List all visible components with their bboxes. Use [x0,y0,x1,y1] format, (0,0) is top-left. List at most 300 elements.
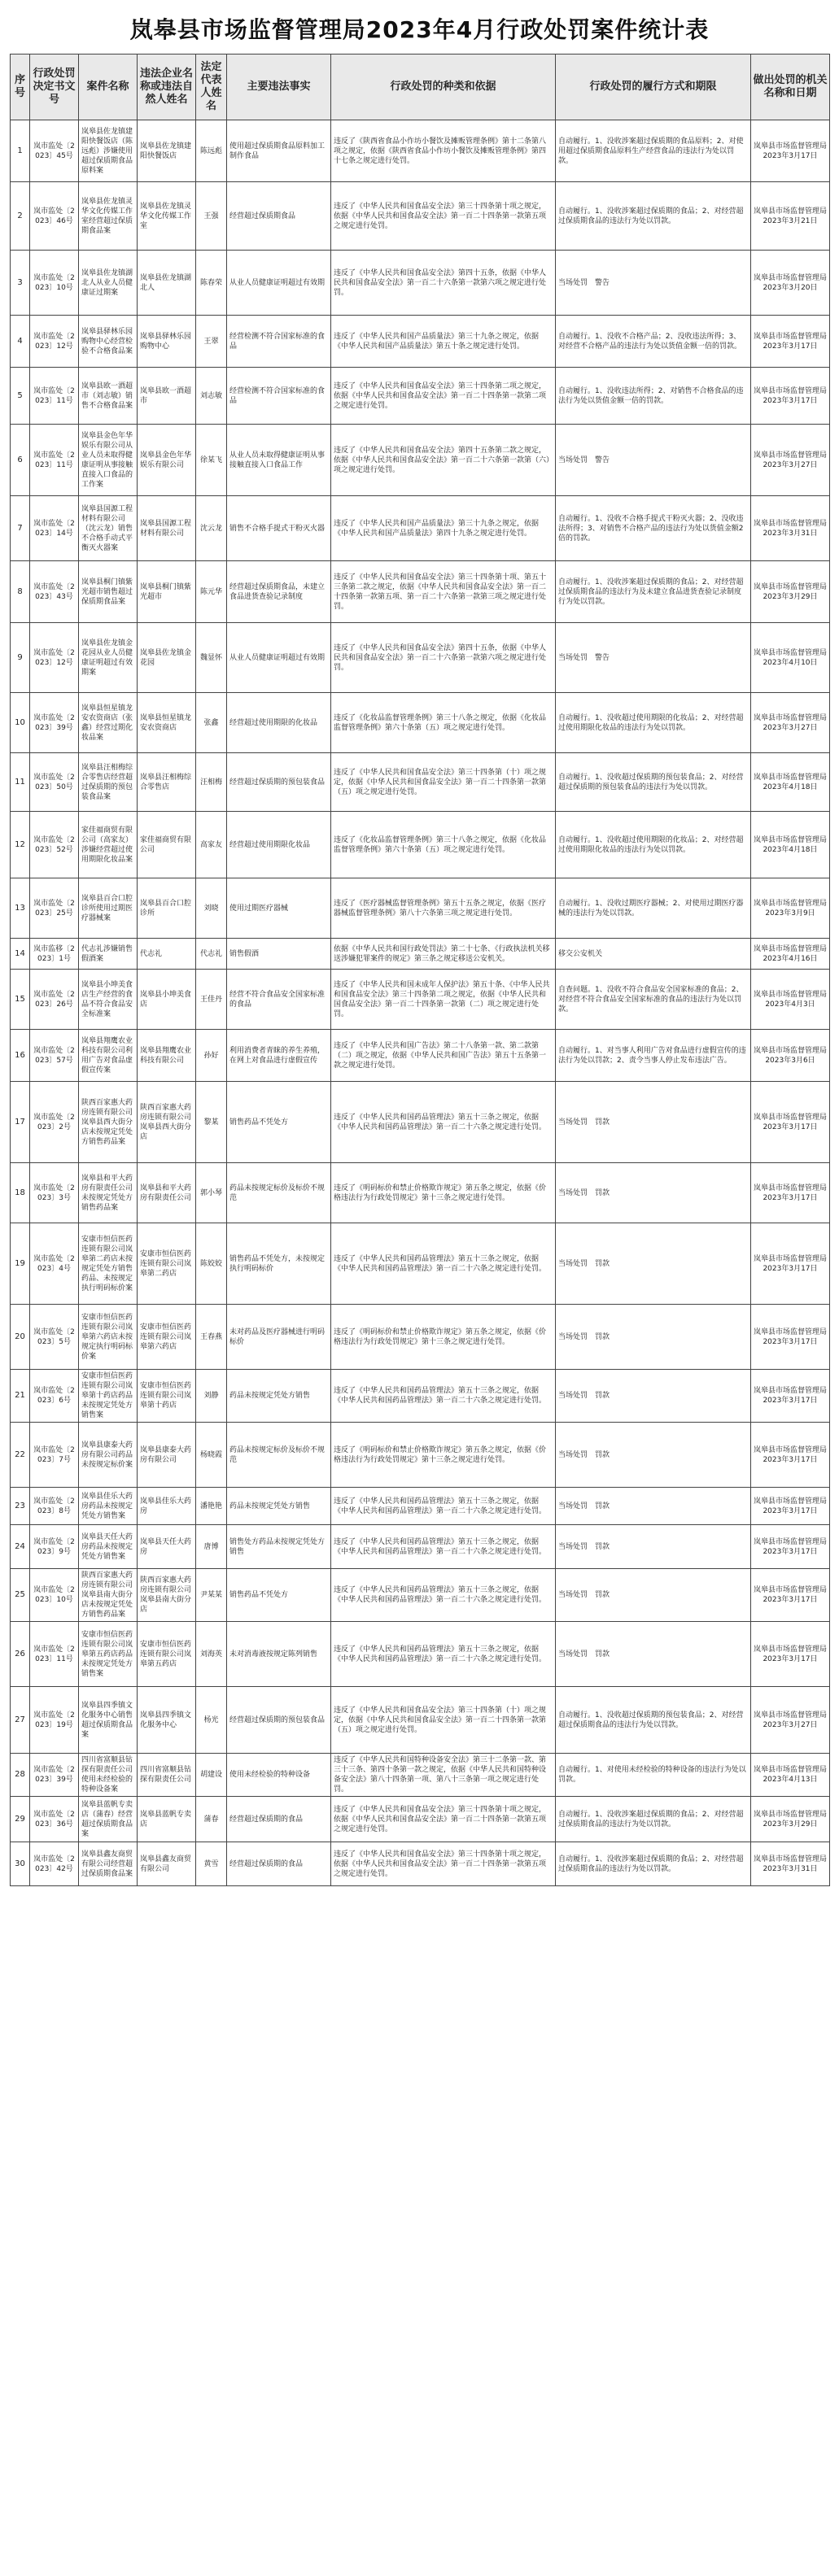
legal-representative: 杨晓霞 [196,1423,227,1488]
row-number: 7 [11,496,30,561]
party-name: 家佳福商贸有限公司 [138,812,196,878]
execution-method: 自动履行。1、对使用未经检验的特种设备的违法行为处以罚款。 [556,1754,751,1797]
row-number: 16 [11,1030,30,1082]
row-number: 6 [11,425,30,496]
violation-facts: 从业人员未取得健康证明从事接触直接入口食品工作 [227,425,331,496]
issuing-authority-date: 岚皋县市场监督管理局 2023年3月27日 [751,425,830,496]
decision-doc-number: 岚市监处〔2023〕9号 [30,1525,79,1569]
penalty-basis: 违反了《中华人民共和国药品管理法》第五十三条之规定，依据《中华人民共和国药品管理法》第一百二十六条之规定进行处罚。 [331,1569,556,1622]
row-number: 13 [11,878,30,939]
execution-method: 自动履行。1、没收涉案超过保质期的食品；2、对经营超过保质期食品的违法行为处以罚款。 [556,1842,751,1886]
party-name: 陕西百家惠大药房连锁有限公司岚皋县南大街分店 [138,1569,196,1622]
legal-representative: 胡建设 [196,1754,227,1797]
case-name: 岚皋县佐龙镇湖北人从业人员健康证过期案 [79,251,138,316]
violation-facts: 药品未按规定标价及标价不规范 [227,1423,331,1488]
table-header-row [11,54,830,120]
issuing-authority-date: 岚皋县市场监督管理局 2023年3月17日 [751,368,830,425]
execution-method: 当场处罚 警告 [556,623,751,693]
legal-representative: 高家友 [196,812,227,878]
header-cell: 主要违法事实 [227,54,331,120]
execution-method: 当场处罚 罚款 [556,1370,751,1423]
violation-facts: 经营超过保质期食品，未建立食品进货查验记录制度 [227,561,331,623]
execution-method: 自动履行。1、没收违法所得；2、对销售不合格食品的违法行为处以货值金额一倍的罚款。 [556,368,751,425]
party-name: 岚皋县四季镇文化服务中心 [138,1687,196,1754]
table-row [11,1305,830,1370]
decision-doc-number: 岚市监处〔2023〕8号 [30,1488,79,1525]
penalty-table [10,54,830,1886]
decision-doc-number: 岚市监处〔2023〕10号 [30,1569,79,1622]
legal-representative: 刘静 [196,1370,227,1423]
issuing-authority-date: 岚皋县市场监督管理局 2023年3月31日 [751,496,830,561]
issuing-authority-date: 岚皋县市场监督管理局 2023年3月27日 [751,693,830,753]
party-name: 岚皋县和平大药房有限责任公司 [138,1163,196,1223]
issuing-authority-date: 岚皋县市场监督管理局 2023年3月17日 [751,1223,830,1305]
row-number: 27 [11,1687,30,1754]
table-row [11,316,830,368]
legal-representative: 陈远彪 [196,120,227,182]
penalty-basis: 依据《中华人民共和国行政处罚法》第二十七条、《行政执法机关移送涉嫌犯罪案件的规定》第三条之规定移送公安机关。 [331,939,556,970]
row-number: 17 [11,1082,30,1163]
penalty-basis: 违反了《中华人民共和国特种设备安全法》第三十二条第一款、第三十三条、第四十条第一款之规定，依据《中华人民共和国特种设备安全法》第八十四条第一项、第八十三条第一项之规定进行处罚。 [331,1754,556,1797]
violation-facts: 经营检测不符合国家标准的食品 [227,368,331,425]
decision-doc-number: 岚市监处〔2023〕7号 [30,1423,79,1488]
legal-representative: 蒲春 [196,1797,227,1842]
party-name: 岚皋县佳乐大药房 [138,1488,196,1525]
table-row [11,693,830,753]
penalty-basis: 违反了《中华人民共和国食品安全法》第四十五条第二款之规定，依据《中华人民共和国食品安全法》第一百二十六条第一款第（六）项之规定进行处罚。 [331,425,556,496]
table-row [11,1622,830,1687]
decision-doc-number: 岚市监处〔2023〕26号 [30,970,79,1030]
table-row [11,496,830,561]
decision-doc-number: 岚市监处〔2023〕11号 [30,425,79,496]
violation-facts: 经营超过使用期限的化妆品 [227,693,331,753]
case-name: 岚皋县佐龙镇建阳快餐饭店（陈远彪）涉嫌使用超过保质期食品原料案 [79,120,138,182]
legal-representative: 唐博 [196,1525,227,1569]
decision-doc-number: 岚市监处〔2023〕42号 [30,1842,79,1886]
case-name: 岚皋县金色年华娱乐有限公司从业人员未取得健康证明从事接触直接入口食品的工作案 [79,425,138,496]
table-row [11,368,830,425]
issuing-authority-date: 岚皋县市场监督管理局 2023年4月10日 [751,623,830,693]
header-cell: 违法企业名称或违法自然人姓名 [138,54,196,120]
table-row [11,1082,830,1163]
execution-method: 自动履行。1、没收不合格产品；2、没收违法所得；3、对经营不合格产品的违法行为处以货值金额一倍的罚款。 [556,316,751,368]
case-name: 岚皋县康泰大药房有限公司药品未按规定标价案 [79,1423,138,1488]
party-name: 岚皋县欧一酒超市 [138,368,196,425]
decision-doc-number: 岚市监处〔2023〕11号 [30,1622,79,1687]
party-name: 岚皋县小坤美食店 [138,970,196,1030]
execution-method: 当场处罚 罚款 [556,1305,751,1370]
row-number: 24 [11,1525,30,1569]
violation-facts: 药品未按规定标价及标价不规范 [227,1163,331,1223]
party-name: 陕西百家惠大药房连锁有限公司岚皋县西大街分店 [138,1082,196,1163]
legal-representative: 王强 [196,182,227,251]
execution-method: 自动履行。1、没收超过使用期限的化妆品；2、对经营超过使用期限化妆品的违法行为处以罚款。 [556,693,751,753]
violation-facts: 经营超过保质期的食品 [227,1842,331,1886]
legal-representative: 陈元华 [196,561,227,623]
legal-representative: 黎某 [196,1082,227,1163]
row-number: 29 [11,1797,30,1842]
violation-facts: 经营不符合食品安全国家标准的食品 [227,970,331,1030]
penalty-basis: 违反了《中华人民共和国产品质量法》第三十九条之规定，依据《中华人民共和国产品质量法》第五十条之规定进行处罚。 [331,316,556,368]
legal-representative: 陈春荣 [196,251,227,316]
row-number: 22 [11,1423,30,1488]
penalty-basis: 违反了《中华人民共和国药品管理法》第五十三条之规定，依据《中华人民共和国药品管理法》第一百二十六条之规定进行处罚。 [331,1370,556,1423]
issuing-authority-date: 岚皋县市场监督管理局 2023年4月18日 [751,812,830,878]
party-name: 安康市恒信医药连锁有限公司岚皋第五药店 [138,1622,196,1687]
row-number: 2 [11,182,30,251]
row-number: 5 [11,368,30,425]
issuing-authority-date: 岚皋县市场监督管理局 2023年4月16日 [751,939,830,970]
violation-facts: 未对药品及医疗器械进行明码标价 [227,1305,331,1370]
issuing-authority-date: 岚皋县市场监督管理局 2023年3月17日 [751,1622,830,1687]
party-name: 代志礼 [138,939,196,970]
issuing-authority-date: 岚皋县市场监督管理局 2023年3月9日 [751,878,830,939]
penalty-basis: 违反了《中华人民共和国食品安全法》第四十五条，依据《中华人民共和国食品安全法》第一百二十六条第一款第六项之规定进行处罚。 [331,251,556,316]
party-name: 岚皋县天任大药房 [138,1525,196,1569]
legal-representative: 魏显怀 [196,623,227,693]
table-row [11,1687,830,1754]
table-row [11,561,830,623]
legal-representative: 刘海英 [196,1622,227,1687]
issuing-authority-date: 岚皋县市场监督管理局 2023年3月17日 [751,1163,830,1223]
header-cell: 序号 [11,54,30,120]
header-cell: 行政处罚决定书文号 [30,54,79,120]
issuing-authority-date: 岚皋县市场监督管理局 2023年3月17日 [751,1305,830,1370]
page-title: 岚皋县市场监督管理局2023年4月行政处罚案件统计表 [129,16,710,43]
legal-representative: 代志礼 [196,939,227,970]
penalty-basis: 违反了《中华人民共和国药品管理法》第五十三条之规定，依据《中华人民共和国药品管理法》第一百二十六条之规定进行处罚。 [331,1525,556,1569]
party-name: 安康市恒信医药连锁有限公司岚皋第六药店 [138,1305,196,1370]
violation-facts: 从业人员健康证明超过有效期 [227,623,331,693]
decision-doc-number: 岚市监处〔2023〕39号 [30,693,79,753]
penalty-basis: 违反了《中华人民共和国未成年人保护法》第五十条、《中华人民共和国食品安全法》第三十四条第二项之规定，依据《中华人民共和国食品安全法》第一百二十四条第一款第（二）项之规定进行处罚。 [331,970,556,1030]
row-number: 4 [11,316,30,368]
execution-method: 自动履行。1、没收涉案超过保质期的食品；2、对经营超过保质期食品的违法行为处以罚款。 [556,182,751,251]
party-name: 岚皋县蓝帆专卖店 [138,1797,196,1842]
issuing-authority-date: 岚皋县市场监督管理局 2023年4月13日 [751,1754,830,1797]
table-row [11,1754,830,1797]
table-row [11,1370,830,1423]
issuing-authority-date: 岚皋县市场监督管理局 2023年3月21日 [751,182,830,251]
penalty-basis: 违反了《化妆品监督管理条例》第三十八条之规定，依据《化妆品监督管理条例》第六十条第（五）项之规定进行处罚。 [331,812,556,878]
decision-doc-number: 岚市监处〔2023〕50号 [30,753,79,812]
violation-facts: 经营超过使用期限化妆品 [227,812,331,878]
execution-method: 当场处罚 罚款 [556,1223,751,1305]
row-number: 14 [11,939,30,970]
table-row [11,939,830,970]
row-number: 21 [11,1370,30,1423]
legal-representative: 沈云龙 [196,496,227,561]
table-row [11,1797,830,1842]
issuing-authority-date: 岚皋县市场监督管理局 2023年3月29日 [751,1797,830,1842]
violation-facts: 药品未按规定凭处方销售 [227,1488,331,1525]
legal-representative: 陈姣姣 [196,1223,227,1305]
table-row [11,1525,830,1569]
case-name: 安康市恒信医药连锁有限公司岚皋第十药店药品未按规定凭处方销售案 [79,1370,138,1423]
party-name: 岚皋县金色年华娱乐有限公司 [138,425,196,496]
legal-representative: 王佳丹 [196,970,227,1030]
violation-facts: 从业人员健康证明超过有效期 [227,251,331,316]
violation-facts: 经营超过保质期食品 [227,182,331,251]
party-name: 岚皋县桐门镇紫光超市 [138,561,196,623]
penalty-basis: 违反了《中华人民共和国食品安全法》第四十五条，依据《中华人民共和国食品安全法》第一百二十六条第一款第六项之规定进行处罚。 [331,623,556,693]
party-name: 岚皋县翔鹰农业科技有限公司 [138,1030,196,1082]
table-row [11,1488,830,1525]
penalty-basis: 违反了《中华人民共和国食品安全法》第三十四条第十项之规定，依据《中华人民共和国食品安全法》第一百二十四条第一款第五项之规定进行处罚。 [331,182,556,251]
issuing-authority-date: 岚皋县市场监督管理局 2023年3月17日 [751,1082,830,1163]
violation-facts: 药品未按规定凭处方销售 [227,1370,331,1423]
penalty-basis: 违反了《中华人民共和国药品管理法》第五十三条之规定，依据《中华人民共和国药品管理法》第一百二十六条之规定进行处罚。 [331,1082,556,1163]
penalty-basis: 违反了《明码标价和禁止价格欺诈规定》第五条之规定，依据《价格违法行为行政处罚规定》第十三条之规定进行处罚。 [331,1423,556,1488]
issuing-authority-date: 岚皋县市场监督管理局 2023年4月18日 [751,753,830,812]
execution-method: 自动履行。1、没收涉案超过保质期的食品；2、对经营超过保质期食品的违法行为处以罚款。 [556,1797,751,1842]
header-cell: 法定代表人姓名 [196,54,227,120]
execution-method: 自查问题。1、没收不符合食品安全国家标准的食品；2、对经营不符合食品安全国家标准的食品的违法行为处以罚款。 [556,970,751,1030]
legal-representative: 潘艳艳 [196,1488,227,1525]
execution-method: 自动履行。1、没收过期医疗器械；2、对使用过期医疗器械的违法行为处以罚款。 [556,878,751,939]
decision-doc-number: 岚市监处〔2023〕3号 [30,1163,79,1223]
row-number: 25 [11,1569,30,1622]
row-number: 9 [11,623,30,693]
legal-representative: 黄雪 [196,1842,227,1886]
case-name: 岚皋县百合口腔诊所使用过期医疗器械案 [79,878,138,939]
violation-facts: 销售药品不凭处方 [227,1082,331,1163]
execution-method: 当场处罚 罚款 [556,1488,751,1525]
issuing-authority-date: 岚皋县市场监督管理局 2023年3月31日 [751,1842,830,1886]
issuing-authority-date: 岚皋县市场监督管理局 2023年3月29日 [751,561,830,623]
table-row [11,425,830,496]
issuing-authority-date: 岚皋县市场监督管理局 2023年3月27日 [751,1687,830,1754]
violation-facts: 使用未经检验的特种设备 [227,1754,331,1797]
execution-method: 自动履行。1、没收超过保质期的预包装食品；2、对经营超过保质期食品的违法行为处以罚款。 [556,1687,751,1754]
legal-representative: 汪相梅 [196,753,227,812]
decision-doc-number: 岚市监处〔2023〕14号 [30,496,79,561]
table-row [11,1569,830,1622]
table-row [11,970,830,1030]
case-name: 安康市恒信医药连锁有限公司岚皋第五药店药品未按规定凭处方销售案 [79,1622,138,1687]
row-number: 26 [11,1622,30,1687]
legal-representative: 孙好 [196,1030,227,1082]
table-row [11,1842,830,1886]
penalty-basis: 违反了《化妆品监督管理条例》第三十八条之规定，依据《化妆品监督管理条例》第六十条第（五）项之规定进行处罚。 [331,693,556,753]
party-name: 安康市恒信医药连锁有限公司岚皋第二药店 [138,1223,196,1305]
party-name: 岚皋县恒星镇龙安农资商店 [138,693,196,753]
decision-doc-number: 岚市监移〔2023〕1号 [30,939,79,970]
decision-doc-number: 岚市监处〔2023〕43号 [30,561,79,623]
row-number: 11 [11,753,30,812]
decision-doc-number: 岚市监处〔2023〕5号 [30,1305,79,1370]
penalty-basis: 违反了《中华人民共和国食品安全法》第三十四条第十项、第五十三条第二款之规定，依据《中华人民共和国食品安全法》第一百二十四条第一款第五项、第一百二十六条第一款第三项之规定进行处罚。 [331,561,556,623]
decision-doc-number: 岚市监处〔2023〕52号 [30,812,79,878]
violation-facts: 利用消费者青睐的养生养殖，在网上对食品进行虚假宣传 [227,1030,331,1082]
legal-representative: 王春燕 [196,1305,227,1370]
table-row [11,753,830,812]
penalty-basis: 违反了《中华人民共和国食品安全法》第三十四条第十项之规定，依据《中华人民共和国食品安全法》第一百二十四条第一款第五项之规定进行处罚。 [331,1797,556,1842]
penalty-basis: 违反了《中华人民共和国食品安全法》第三十四条第（十）项之规定，依据《中华人民共和国食品安全法》第一百二十四条第一款第（五）项之规定进行处罚。 [331,753,556,812]
table-row [11,1030,830,1082]
row-number: 3 [11,251,30,316]
legal-representative: 郭小琴 [196,1163,227,1223]
violation-facts: 使用过期医疗器械 [227,878,331,939]
penalty-basis: 违反了《中华人民共和国药品管理法》第五十三条之规定，依据《中华人民共和国药品管理法》第一百二十六条之规定进行处罚。 [331,1622,556,1687]
penalty-basis: 违反了《明码标价和禁止价格欺诈规定》第五条之规定，依据《价格违法行为行政处罚规定》第十三条之规定进行处罚。 [331,1163,556,1223]
execution-method: 当场处罚 警告 [556,251,751,316]
row-number: 10 [11,693,30,753]
case-name: 岚皋县鑫友商贸有限公司经营超过保质期食品案 [79,1842,138,1886]
execution-method: 移交公安机关 [556,939,751,970]
penalty-basis: 违反了《明码标价和禁止价格欺诈规定》第五条之规定，依据《价格违法行为行政处罚规定》第十三条之规定进行处罚。 [331,1305,556,1370]
case-name: 岚皋县四季镇文化服务中心销售超过保质期食品案 [79,1687,138,1754]
violation-facts: 未对消毒液按规定陈列销售 [227,1622,331,1687]
decision-doc-number: 岚市监处〔2023〕46号 [30,182,79,251]
issuing-authority-date: 岚皋县市场监督管理局 2023年3月6日 [751,1030,830,1082]
case-name: 岚皋县小坤美食店生产经营的食品不符合食品安全标准案 [79,970,138,1030]
case-name: 岚皋县佐龙镇灵华文化传媒工作室经营超过保质期食品案 [79,182,138,251]
issuing-authority-date: 岚皋县市场监督管理局 2023年3月17日 [751,316,830,368]
table-row [11,251,830,316]
penalty-basis: 违反了《中华人民共和国食品安全法》第三十四条第（十）项之规定，依据《中华人民共和国食品安全法》第一百二十四条第一款第（五）项之规定进行处罚。 [331,1687,556,1754]
row-number: 23 [11,1488,30,1525]
legal-representative: 刘晓 [196,878,227,939]
legal-representative: 刘志敏 [196,368,227,425]
header-cell: 做出处罚的机关名称和日期 [751,54,830,120]
execution-method: 当场处罚 罚款 [556,1163,751,1223]
party-name: 安康市恒信医药连锁有限公司岚皋第十药店 [138,1370,196,1423]
party-name: 岚皋县鑫友商贸有限公司 [138,1842,196,1886]
party-name: 岚皋县汪相梅综合零售店 [138,753,196,812]
case-name: 岚皋县天任大药房药品未按规定凭处方销售案 [79,1525,138,1569]
case-name: 家佳福商贸有限公司（高家友）涉嫌经营超过使用期限化妆品案 [79,812,138,878]
issuing-authority-date: 岚皋县市场监督管理局 2023年3月17日 [751,1488,830,1525]
decision-doc-number: 岚市监处〔2023〕11号 [30,368,79,425]
penalty-basis: 违反了《医疗器械监督管理条例》第五十五条之规定，依据《医疗器械监督管理条例》第八十六条第三项之规定进行处罚。 [331,878,556,939]
execution-method: 当场处罚 罚款 [556,1423,751,1488]
decision-doc-number: 岚市监处〔2023〕39号 [30,1754,79,1797]
violation-facts: 经营超过保质期的食品 [227,1797,331,1842]
decision-doc-number: 岚市监处〔2023〕4号 [30,1223,79,1305]
case-name: 四川省富顺县钻探有限责任公司使用未经检验的特种设备案 [79,1754,138,1797]
case-name: 安康市恒信医药连锁有限公司岚皋第二药店未按规定凭处方销售药品、未按规定执行明码标价案 [79,1223,138,1305]
issuing-authority-date: 岚皋县市场监督管理局 2023年4月3日 [751,970,830,1030]
header-cell: 行政处罚的履行方式和期限 [556,54,751,120]
legal-representative: 徐某飞 [196,425,227,496]
header-cell: 案件名称 [79,54,138,120]
case-name: 代志礼涉嫌销售假酒案 [79,939,138,970]
decision-doc-number: 岚市监处〔2023〕12号 [30,316,79,368]
party-name: 岚皋县佐龙镇建阳快餐饭店 [138,120,196,182]
case-name: 安康市恒信医药连锁有限公司岚皋第六药店未按规定执行明码标价案 [79,1305,138,1370]
execution-method: 当场处罚 罚款 [556,1525,751,1569]
table-row [11,182,830,251]
issuing-authority-date: 岚皋县市场监督管理局 2023年3月17日 [751,120,830,182]
table-row [11,623,830,693]
row-number: 15 [11,970,30,1030]
case-name: 岚皋县桐门镇紫光超市销售超过保质期食品案 [79,561,138,623]
penalty-basis: 违反了《中华人民共和国广告法》第二十八条第一款、第二款第（二）项之规定，依据《中华人民共和国广告法》第五十五条第一款之规定进行处罚。 [331,1030,556,1082]
table-row [11,1223,830,1305]
execution-method: 自动履行。1、没收涉案超过保质期的食品原料；2、对使用超过保质期食品原料生产经营食品的违法行为处以罚款。 [556,120,751,182]
execution-method: 自动履行。1、没收涉案超过保质期的食品；2、对经营超过保质期食品的违法行为及未建立食品进货查验记录制度行为处以罚款。 [556,561,751,623]
decision-doc-number: 岚市监处〔2023〕45号 [30,120,79,182]
issuing-authority-date: 岚皋县市场监督管理局 2023年3月17日 [751,1525,830,1569]
party-name: 岚皋县百合口腔诊所 [138,878,196,939]
row-number: 20 [11,1305,30,1370]
party-name: 岚皋县康泰大药房有限公司 [138,1423,196,1488]
row-number: 12 [11,812,30,878]
row-number: 1 [11,120,30,182]
case-name: 岚皋县恒星镇龙安农资商店（张鑫）经营过期化妆品案 [79,693,138,753]
legal-representative: 尹某某 [196,1569,227,1622]
issuing-authority-date: 岚皋县市场监督管理局 2023年3月17日 [751,1370,830,1423]
decision-doc-number: 岚市监处〔2023〕57号 [30,1030,79,1082]
violation-facts: 经营超过保质期的预包装食品 [227,1687,331,1754]
execution-method: 自动履行。1、没收超过使用期限的化妆品；2、对经营超过使用期限化妆品的违法行为处以罚款。 [556,812,751,878]
row-number: 19 [11,1223,30,1305]
legal-representative: 王翠 [196,316,227,368]
table-row [11,1423,830,1488]
party-name: 四川省富顺县钻探有限责任公司 [138,1754,196,1797]
case-name: 岚皋县蓝帆专卖店（蒲春）经营超过保质期食品案 [79,1797,138,1842]
issuing-authority-date: 岚皋县市场监督管理局 2023年3月20日 [751,251,830,316]
row-number: 18 [11,1163,30,1223]
party-name: 岚皋县佐龙镇灵华文化传媒工作室 [138,182,196,251]
table-row [11,120,830,182]
violation-facts: 销售药品不凭处方，未按规定执行明码标价 [227,1223,331,1305]
violation-facts: 经营超过保质期的预包装食品 [227,753,331,812]
decision-doc-number: 岚市监处〔2023〕25号 [30,878,79,939]
decision-doc-number: 岚市监处〔2023〕10号 [30,251,79,316]
penalty-basis: 违反了《中华人民共和国药品管理法》第五十三条之规定，依据《中华人民共和国药品管理法》第一百二十六条之规定进行处罚。 [331,1488,556,1525]
case-name: 陕西百家惠大药房连锁有限公司岚皋县南大街分店未按规定凭处方销售药品案 [79,1569,138,1622]
case-name: 岚皋县国源工程材料有限公司（沈云龙）销售不合格手动式平衡灭火器案 [79,496,138,561]
issuing-authority-date: 岚皋县市场监督管理局 2023年3月17日 [751,1423,830,1488]
row-number: 8 [11,561,30,623]
violation-facts: 销售不合格手提式干粉灭火器 [227,496,331,561]
issuing-authority-date: 岚皋县市场监督管理局 2023年3月17日 [751,1569,830,1622]
execution-method: 当场处罚 罚款 [556,1082,751,1163]
violation-facts: 销售假酒 [227,939,331,970]
party-name: 岚皋县国源工程材料有限公司 [138,496,196,561]
penalty-basis: 违反了《中华人民共和国产品质量法》第三十九条之规定，依据《中华人民共和国产品质量法》第四十九条之规定进行处罚。 [331,496,556,561]
case-name: 岚皋县佳乐大药房药品未按规定凭处方销售案 [79,1488,138,1525]
party-name: 岚皋县佐龙镇金花园 [138,623,196,693]
row-number: 30 [11,1842,30,1886]
table-body [11,120,830,1886]
execution-method: 自动履行。1、没收超过保质期的预包装食品；2、对经营超过保质期的预包装食品的违法行为处以罚款。 [556,753,751,812]
legal-representative: 张鑫 [196,693,227,753]
execution-method: 自动履行。1、没收不合格手提式干粉灭火器；2、没收违法所得；3、对销售不合格产品的违法行为处以货值金额2倍的罚款。 [556,496,751,561]
case-name: 岚皋县汪相梅综合零售店经营超过保质期的预包装食品案 [79,753,138,812]
penalty-basis: 违反了《中华人民共和国食品安全法》第三十四条第二项之规定，依据《中华人民共和国食品安全法》第一百二十四条第一款第二项之规定进行处罚。 [331,368,556,425]
violation-facts: 销售处方药品未按规定凭处方销售 [227,1525,331,1569]
decision-doc-number: 岚市监处〔2023〕12号 [30,623,79,693]
decision-doc-number: 岚市监处〔2023〕19号 [30,1687,79,1754]
execution-method: 自动履行。1、对当事人利用广告对食品进行虚假宣传的违法行为处以罚款；2、责令当事人停止发布违法广告。 [556,1030,751,1082]
case-name: 陕西百家惠大药房连锁有限公司岚皋县西大街分店未按规定凭处方销售药品案 [79,1082,138,1163]
execution-method: 当场处罚 罚款 [556,1569,751,1622]
decision-doc-number: 岚市监处〔2023〕36号 [30,1797,79,1842]
party-name: 岚皋县佐龙镇湖北人 [138,251,196,316]
table-row [11,812,830,878]
violation-facts: 使用超过保质期食品原料加工制作食品 [227,120,331,182]
execution-method: 当场处罚 警告 [556,425,751,496]
table-row [11,1163,830,1223]
penalty-basis: 违反了《陕西省食品小作坊小餐饮及摊贩管理条例》第十二条第八项之规定，依据《陕西省食品小作坊小餐饮及摊贩管理条例》第四十七条之规定进行处罚。 [331,120,556,182]
case-name: 岚皋县佐龙镇金花园从业人员健康证明超过有效期案 [79,623,138,693]
penalty-basis: 违反了《中华人民共和国食品安全法》第三十四条第十项之规定，依据《中华人民共和国食品安全法》第一百二十四条第一款第五项之规定进行处罚。 [331,1842,556,1886]
decision-doc-number: 岚市监处〔2023〕2号 [30,1082,79,1163]
execution-method: 当场处罚 罚款 [556,1622,751,1687]
